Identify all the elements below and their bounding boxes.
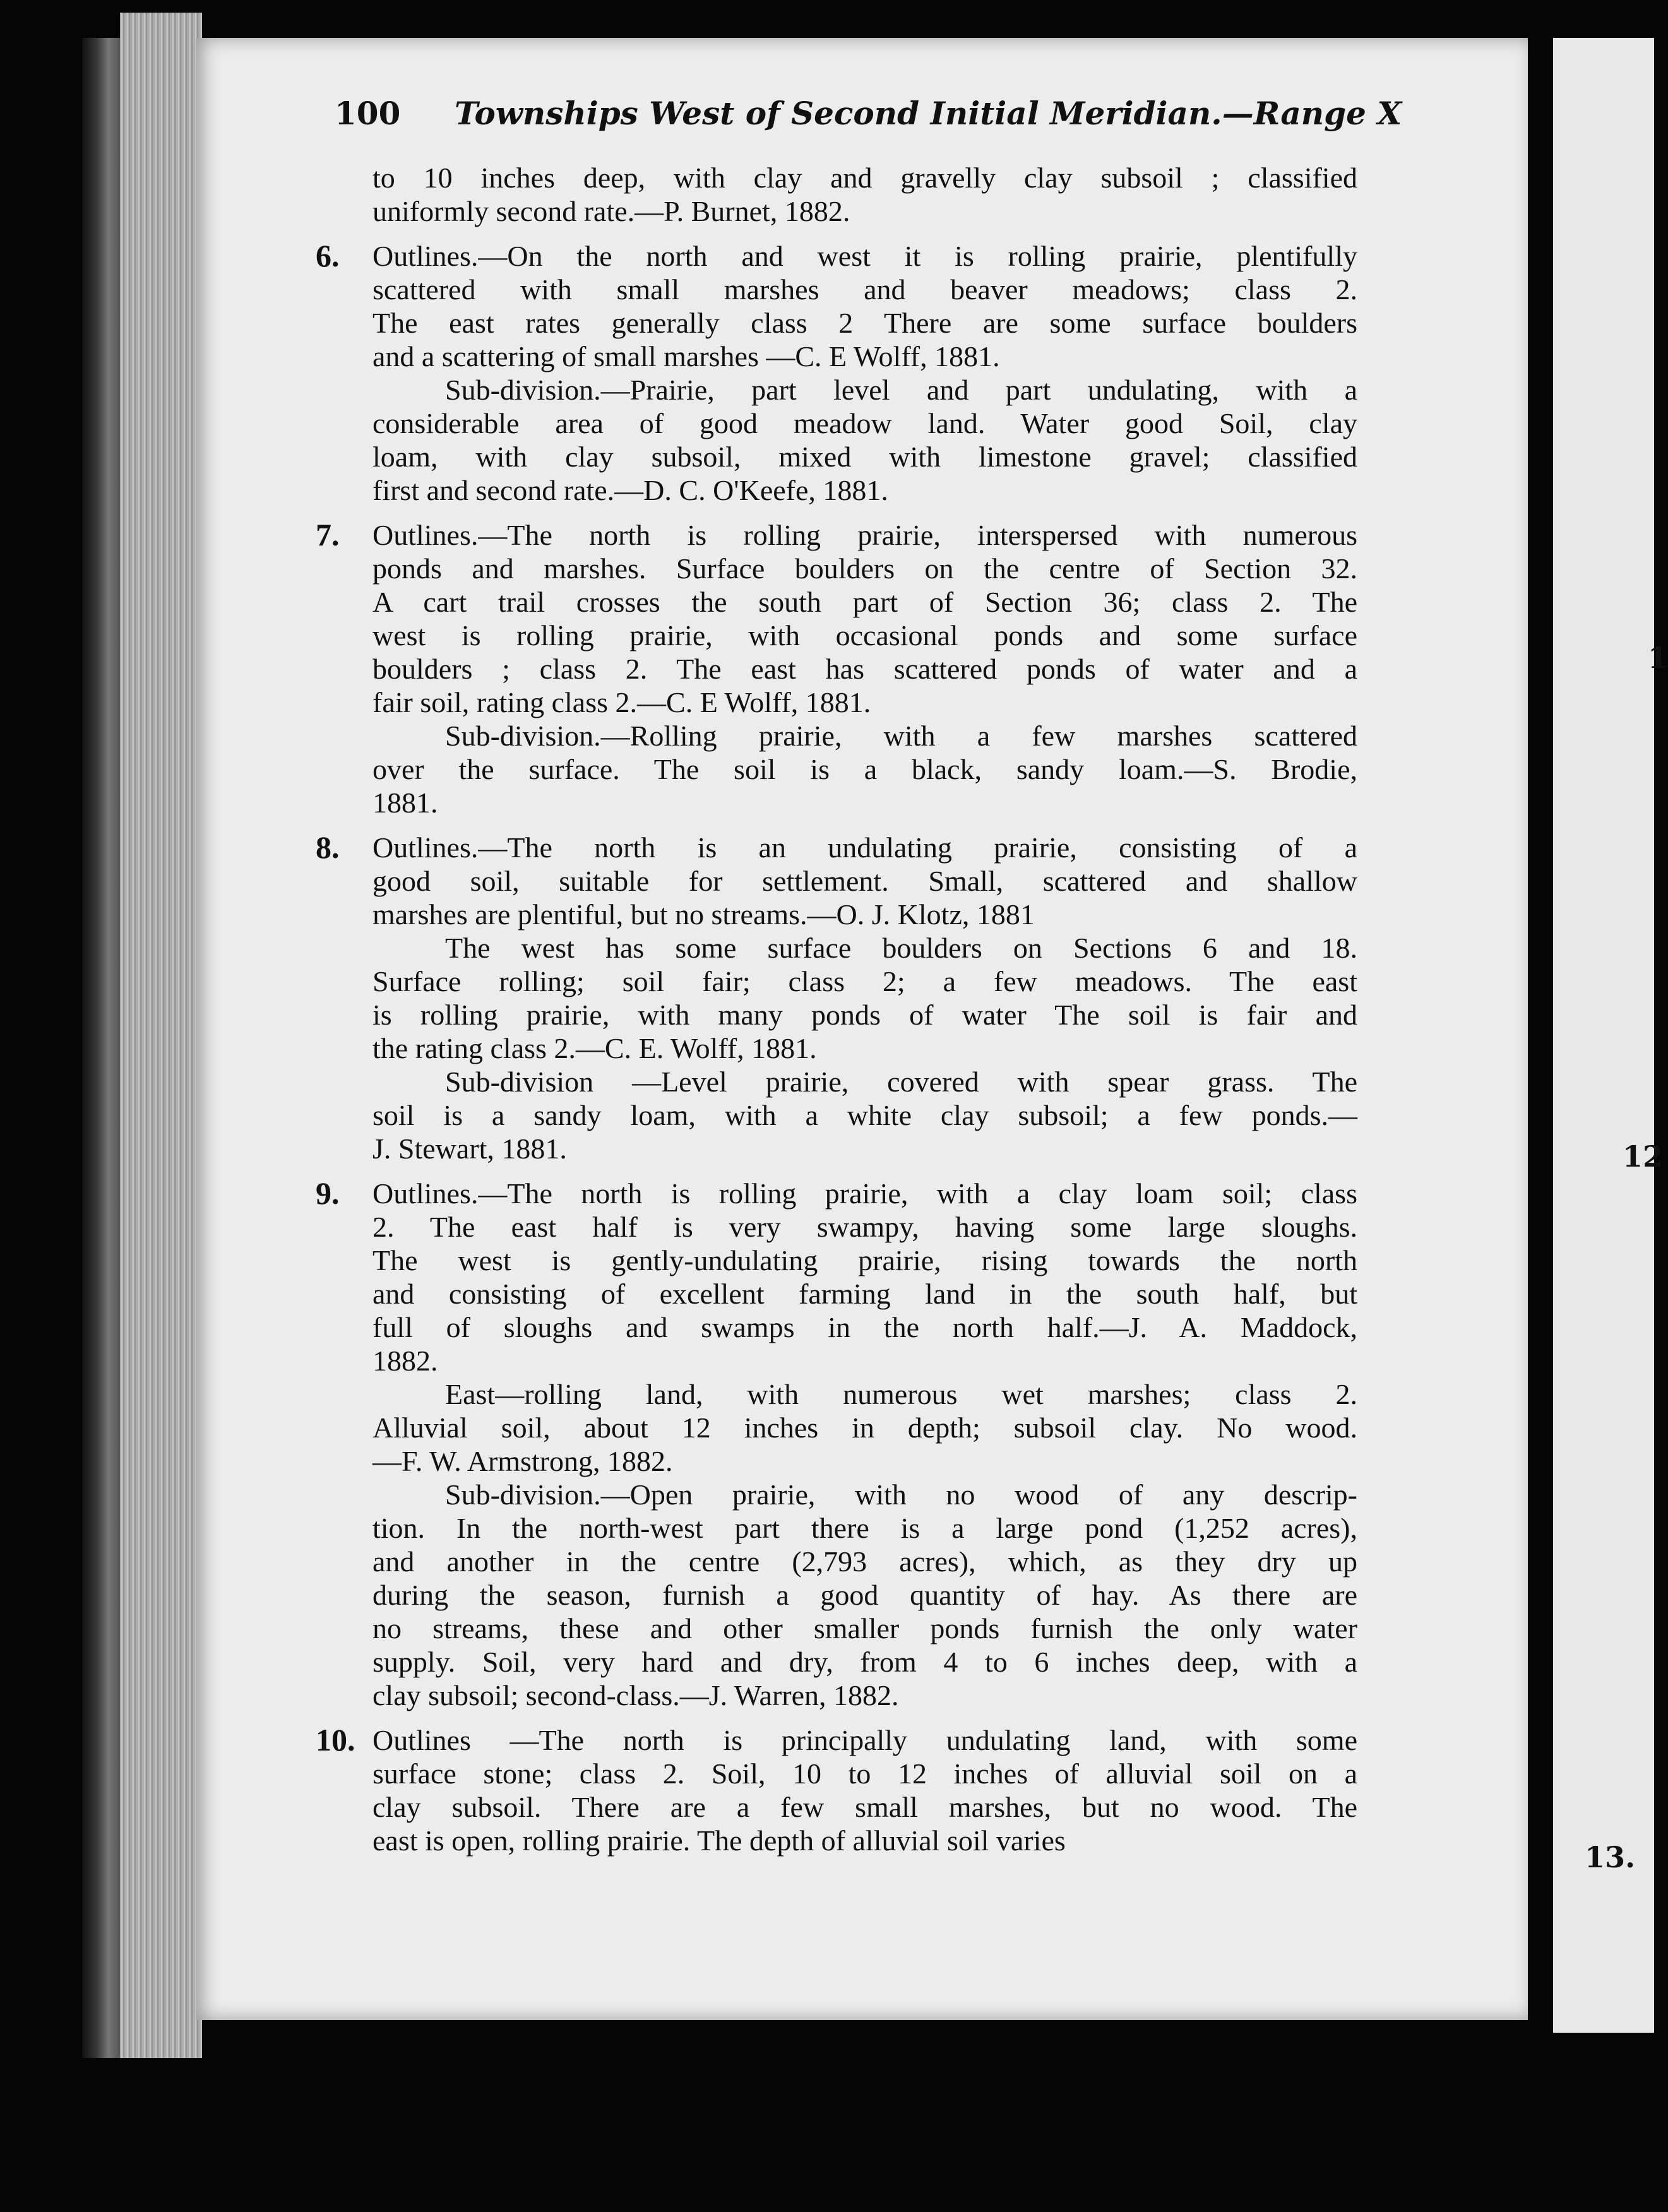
text-line: Sub-division.—Prairie, part level and part undulating, with a bbox=[445, 374, 1357, 406]
text-line: Outlines.—The north is an undulating prairie, consisting of a bbox=[372, 831, 1357, 864]
text-line: surface stone; class 2. Soil, 10 to 12 inches of alluvial soil on a bbox=[372, 1757, 1357, 1790]
page-number: 100 bbox=[335, 95, 401, 132]
text-line: Surface rolling; soil fair; class 2; a few meadows. The east bbox=[372, 965, 1357, 997]
entry-paragraph bbox=[372, 239, 1357, 373]
text-line: 1881. bbox=[372, 787, 438, 819]
text-line: fair soil, rating class 2.—C. E Wolff, 1881. bbox=[372, 686, 871, 718]
entry-number: 9. bbox=[316, 1175, 340, 1211]
page-header bbox=[335, 95, 1402, 139]
entry-number: 7. bbox=[316, 517, 340, 552]
page-body bbox=[316, 161, 1357, 1857]
page-edges bbox=[120, 13, 202, 2058]
text-line: —F. W. Armstrong, 1882. bbox=[372, 1445, 673, 1477]
entry-paragraph bbox=[372, 373, 1357, 507]
text-line: ponds and marshes. Surface boulders on the centre of Section 32. bbox=[372, 552, 1357, 585]
entry-paragraph bbox=[372, 831, 1357, 931]
text-line: Outlines.—The north is rolling prairie, interspersed with numerous bbox=[372, 519, 1357, 551]
text-line: clay subsoil; second-class.—J. Warren, 1882. bbox=[372, 1679, 899, 1711]
entries-list bbox=[316, 228, 1357, 1857]
text-line: and another in the centre (2,793 acres), which, as they dry up bbox=[372, 1545, 1357, 1578]
township-entry bbox=[316, 1722, 1357, 1857]
text-line: no streams, these and other smaller ponds furnish the only water bbox=[372, 1612, 1357, 1644]
entry-paragraph bbox=[372, 1065, 1357, 1165]
text-line: during the season, furnish a good quantity of hay. As there are bbox=[372, 1579, 1357, 1611]
text-line: over the surface. The soil is a black, sandy loam.—S. Brodie, bbox=[372, 753, 1357, 785]
text-line: tion. In the north-west part there is a large pond (1,252 acres), bbox=[372, 1512, 1357, 1544]
text-line: East—rolling land, with numerous wet marshes; class 2. bbox=[445, 1378, 1357, 1410]
entry-paragraph bbox=[372, 1177, 1357, 1377]
text-line: first and second rate.—D. C. O'Keefe, 1881. bbox=[372, 474, 888, 506]
text-line: east is open, rolling prairie. The depth of alluvial soil varies bbox=[372, 1824, 1066, 1857]
text-line: considerable area of good meadow land. Water good Soil, clay bbox=[372, 407, 1357, 439]
text-line: boulders ; class 2. The east has scattered ponds of water and a bbox=[372, 653, 1357, 685]
entry-paragraph bbox=[372, 1723, 1357, 1857]
adjacent-page-marker: 13. bbox=[1585, 1840, 1636, 1874]
text-line: the rating class 2.—C. E. Wolff, 1881. bbox=[372, 1032, 817, 1064]
adjacent-page bbox=[1553, 38, 1668, 2033]
entry-number: 10. bbox=[316, 1722, 355, 1757]
text-line: good soil, suitable for settlement. Small, scattered and shallow bbox=[372, 865, 1357, 897]
running-title: Townships West of Second Initial Meridian.—Range X bbox=[455, 95, 1402, 132]
text-line: The east rates generally class 2 There are some surface boulders bbox=[372, 307, 1357, 339]
text-line: Outlines —The north is principally undulating land, with some bbox=[372, 1724, 1357, 1756]
book-spine bbox=[82, 38, 120, 2058]
entry-gap bbox=[372, 819, 1357, 831]
entry-gap bbox=[372, 507, 1357, 518]
entry-gap bbox=[372, 1712, 1357, 1723]
text-line: J. Stewart, 1881. bbox=[372, 1133, 567, 1165]
text-line: 2. The east half is very swampy, having some large sloughs. bbox=[372, 1211, 1357, 1243]
text-line: A cart trail crosses the south part of Section 36; class 2. The bbox=[372, 586, 1357, 618]
township-entry bbox=[316, 1175, 1357, 1712]
text-line: scattered with small marshes and beaver meadows; class 2. bbox=[372, 273, 1357, 306]
text-line: uniformly second rate.—P. Burnet, 1882. bbox=[372, 195, 850, 227]
text-line: marshes are plentiful, but no streams.—O. J. Klotz, 1881 bbox=[372, 898, 1035, 931]
text-line: The west has some surface boulders on Sections 6 and 18. bbox=[445, 932, 1357, 964]
text-line: Alluvial soil, about 12 inches in depth; subsoil clay. No wood. bbox=[372, 1412, 1357, 1444]
entry-paragraph bbox=[372, 1478, 1357, 1712]
entry-gap bbox=[372, 1165, 1357, 1177]
entry-gap bbox=[372, 228, 1357, 239]
adjacent-page-marker: 1 bbox=[1648, 641, 1668, 675]
entry-paragraph bbox=[372, 1377, 1357, 1478]
text-line: Outlines.—The north is rolling prairie, with a clay loam soil; class bbox=[372, 1177, 1357, 1210]
text-line: soil is a sandy loam, with a white clay subsoil; a few ponds.— bbox=[372, 1099, 1357, 1131]
text-line: loam, with clay subsoil, mixed with limestone gravel; classified bbox=[372, 441, 1357, 473]
entry-paragraph bbox=[372, 518, 1357, 719]
text-line: The west is gently-undulating prairie, rising towards the north bbox=[372, 1244, 1357, 1276]
adjacent-page-marker: 12 bbox=[1623, 1139, 1664, 1174]
text-line: full of sloughs and swamps in the north half.—J. A. Maddock, bbox=[372, 1311, 1357, 1343]
text-line: is rolling prairie, with many ponds of water The soil is fair and bbox=[372, 999, 1357, 1031]
text-line: Sub-division.—Open prairie, with no wood of any descrip- bbox=[445, 1478, 1357, 1511]
entry-paragraph bbox=[372, 719, 1357, 819]
text-line: Outlines.—On the north and west it is rolling prairie, plentifully bbox=[372, 240, 1357, 272]
intro-paragraph bbox=[372, 161, 1357, 228]
entry-number: 8. bbox=[316, 830, 340, 865]
entry-number: 6. bbox=[316, 238, 340, 273]
text-line: west is rolling prairie, with occasional ponds and some surface bbox=[372, 619, 1357, 651]
township-entry bbox=[316, 517, 1357, 819]
text-line: Sub-division —Level prairie, covered with spear grass. The bbox=[445, 1066, 1357, 1098]
text-line: and a scattering of small marshes —C. E Wolff, 1881. bbox=[372, 340, 1000, 372]
text-line: 1882. bbox=[372, 1345, 438, 1377]
text-line: Sub-division.—Rolling prairie, with a few marshes scattered bbox=[445, 720, 1357, 752]
text-line: and consisting of excellent farming land in the south half, but bbox=[372, 1278, 1357, 1310]
text-line: to 10 inches deep, with clay and gravelly clay subsoil ; classified bbox=[372, 162, 1357, 194]
township-entry bbox=[316, 830, 1357, 1165]
text-line: clay subsoil. There are a few small marshes, but no wood. The bbox=[372, 1791, 1357, 1823]
entry-paragraph bbox=[372, 931, 1357, 1065]
township-entry bbox=[316, 238, 1357, 507]
text-line: supply. Soil, very hard and dry, from 4 to 6 inches deep, with a bbox=[372, 1646, 1357, 1678]
